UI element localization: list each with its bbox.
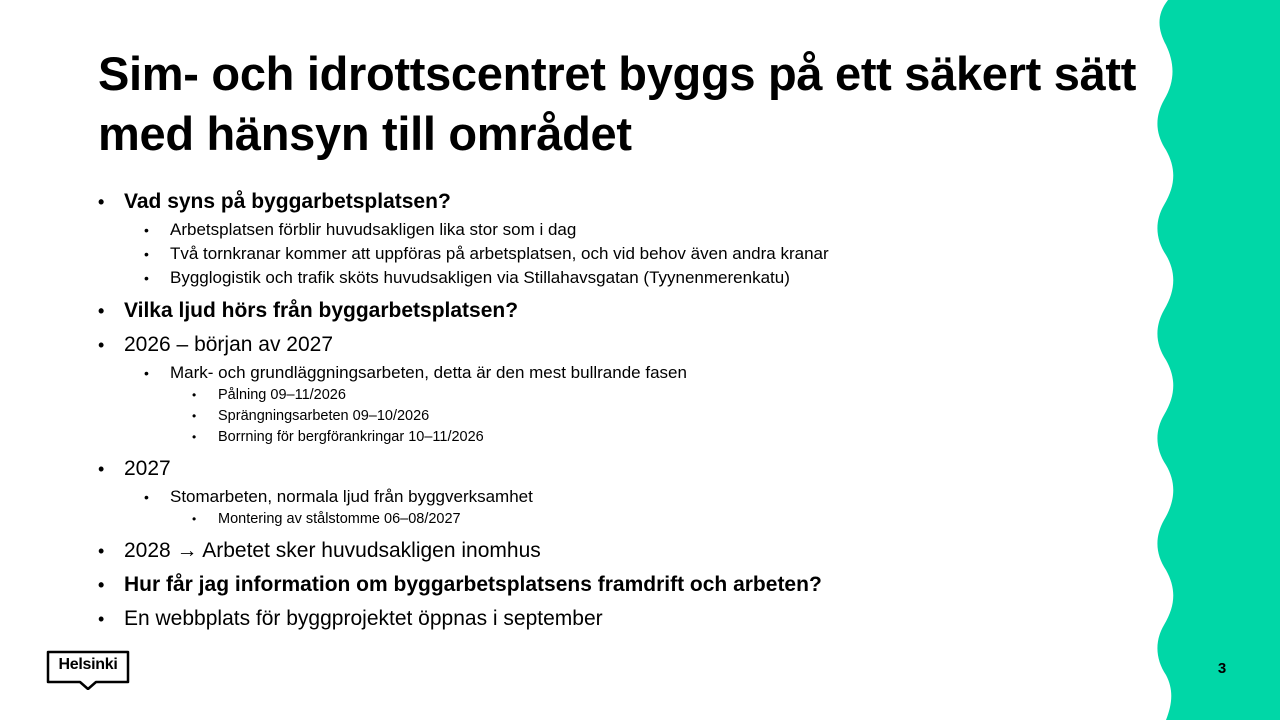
bullet-marker: •	[98, 335, 105, 355]
slide-title: Sim- och idrottscentret byggs på ett säkert sätt med hänsyn till området	[98, 47, 1137, 160]
bullet-marker: •	[98, 192, 105, 212]
bullet-text: 2028 → Arbetet sker huvudsakligen inomhus	[124, 539, 541, 562]
bullet-level3	[96, 427, 1146, 448]
bullet-text: Arbetsplatsen förblir huvudsakligen lika stor som i dag	[170, 220, 577, 239]
bullet-level2	[96, 361, 1146, 385]
bullet-marker: •	[98, 575, 105, 595]
bullet-text: Pålning 09–11/2026	[218, 387, 346, 403]
bullet-text: 2026 – början av 2027	[124, 333, 334, 356]
bullet-level1	[96, 606, 1146, 632]
bullet-list	[96, 189, 1146, 632]
bullet-text: 2027	[124, 457, 171, 480]
bullet-level3	[96, 385, 1146, 406]
bullet-level2	[96, 485, 1146, 509]
logo-text: Helsinki	[58, 656, 118, 673]
bullet-marker: •	[144, 489, 149, 505]
bullet-marker: •	[144, 270, 149, 286]
bullet-text: Borrning för bergförankringar 10–11/2026	[218, 429, 484, 445]
bullet-marker: •	[144, 246, 149, 262]
bullet-level1	[96, 298, 1146, 324]
bullet-level1	[96, 456, 1146, 482]
bullet-marker: •	[144, 365, 149, 381]
bullet-marker: •	[144, 222, 149, 238]
bullet-text: Montering av stålstomme 06–08/2027	[218, 511, 461, 527]
bullet-marker: •	[98, 459, 105, 479]
bullet-text: Sprängningsarbeten 09–10/2026	[218, 408, 430, 424]
bullet-marker: •	[98, 301, 105, 321]
bullet-text: Två tornkranar kommer att uppföras på arbetsplatsen, och vid behov även andra kranar	[170, 244, 829, 263]
bullet-level3	[96, 509, 1146, 530]
bullet-level2	[96, 218, 1146, 242]
bullet-marker: •	[192, 430, 197, 444]
bullet-text: Vilka ljud hörs från byggarbetsplatsen?	[124, 299, 519, 322]
decorative-wave-band	[1150, 0, 1280, 720]
bullet-level1	[96, 538, 1146, 564]
bullet-level2	[96, 242, 1146, 266]
page-number: 3	[1217, 660, 1227, 677]
bullet-marker: •	[192, 388, 197, 402]
bullet-marker: •	[192, 512, 197, 526]
bullet-text: En webbplats för byggprojektet öppnas i september	[124, 607, 603, 630]
bullet-level1	[96, 332, 1146, 358]
bullet-text: Stomarbeten, normala ljud från byggverksamhet	[170, 487, 533, 506]
bullet-level1	[96, 572, 1146, 598]
bullet-marker: •	[192, 409, 197, 423]
bullet-marker: •	[98, 609, 105, 629]
bullet-level3	[96, 406, 1146, 427]
bullet-text: Bygglogistik och trafik sköts huvudsakligen via Stillahavsgatan (Tyynenmerenkatu)	[170, 268, 790, 287]
bullet-level2	[96, 266, 1146, 290]
bullet-marker: •	[98, 541, 105, 561]
bullet-text: Hur får jag information om byggarbetsplatsens framdrift och arbeten?	[124, 573, 822, 596]
bullet-level1	[96, 189, 1146, 215]
bullet-text: Mark- och grundläggningsarbeten, detta är den mest bullrande fasen	[170, 363, 687, 382]
bullet-text: Vad syns på byggarbetsplatsen?	[124, 190, 451, 213]
